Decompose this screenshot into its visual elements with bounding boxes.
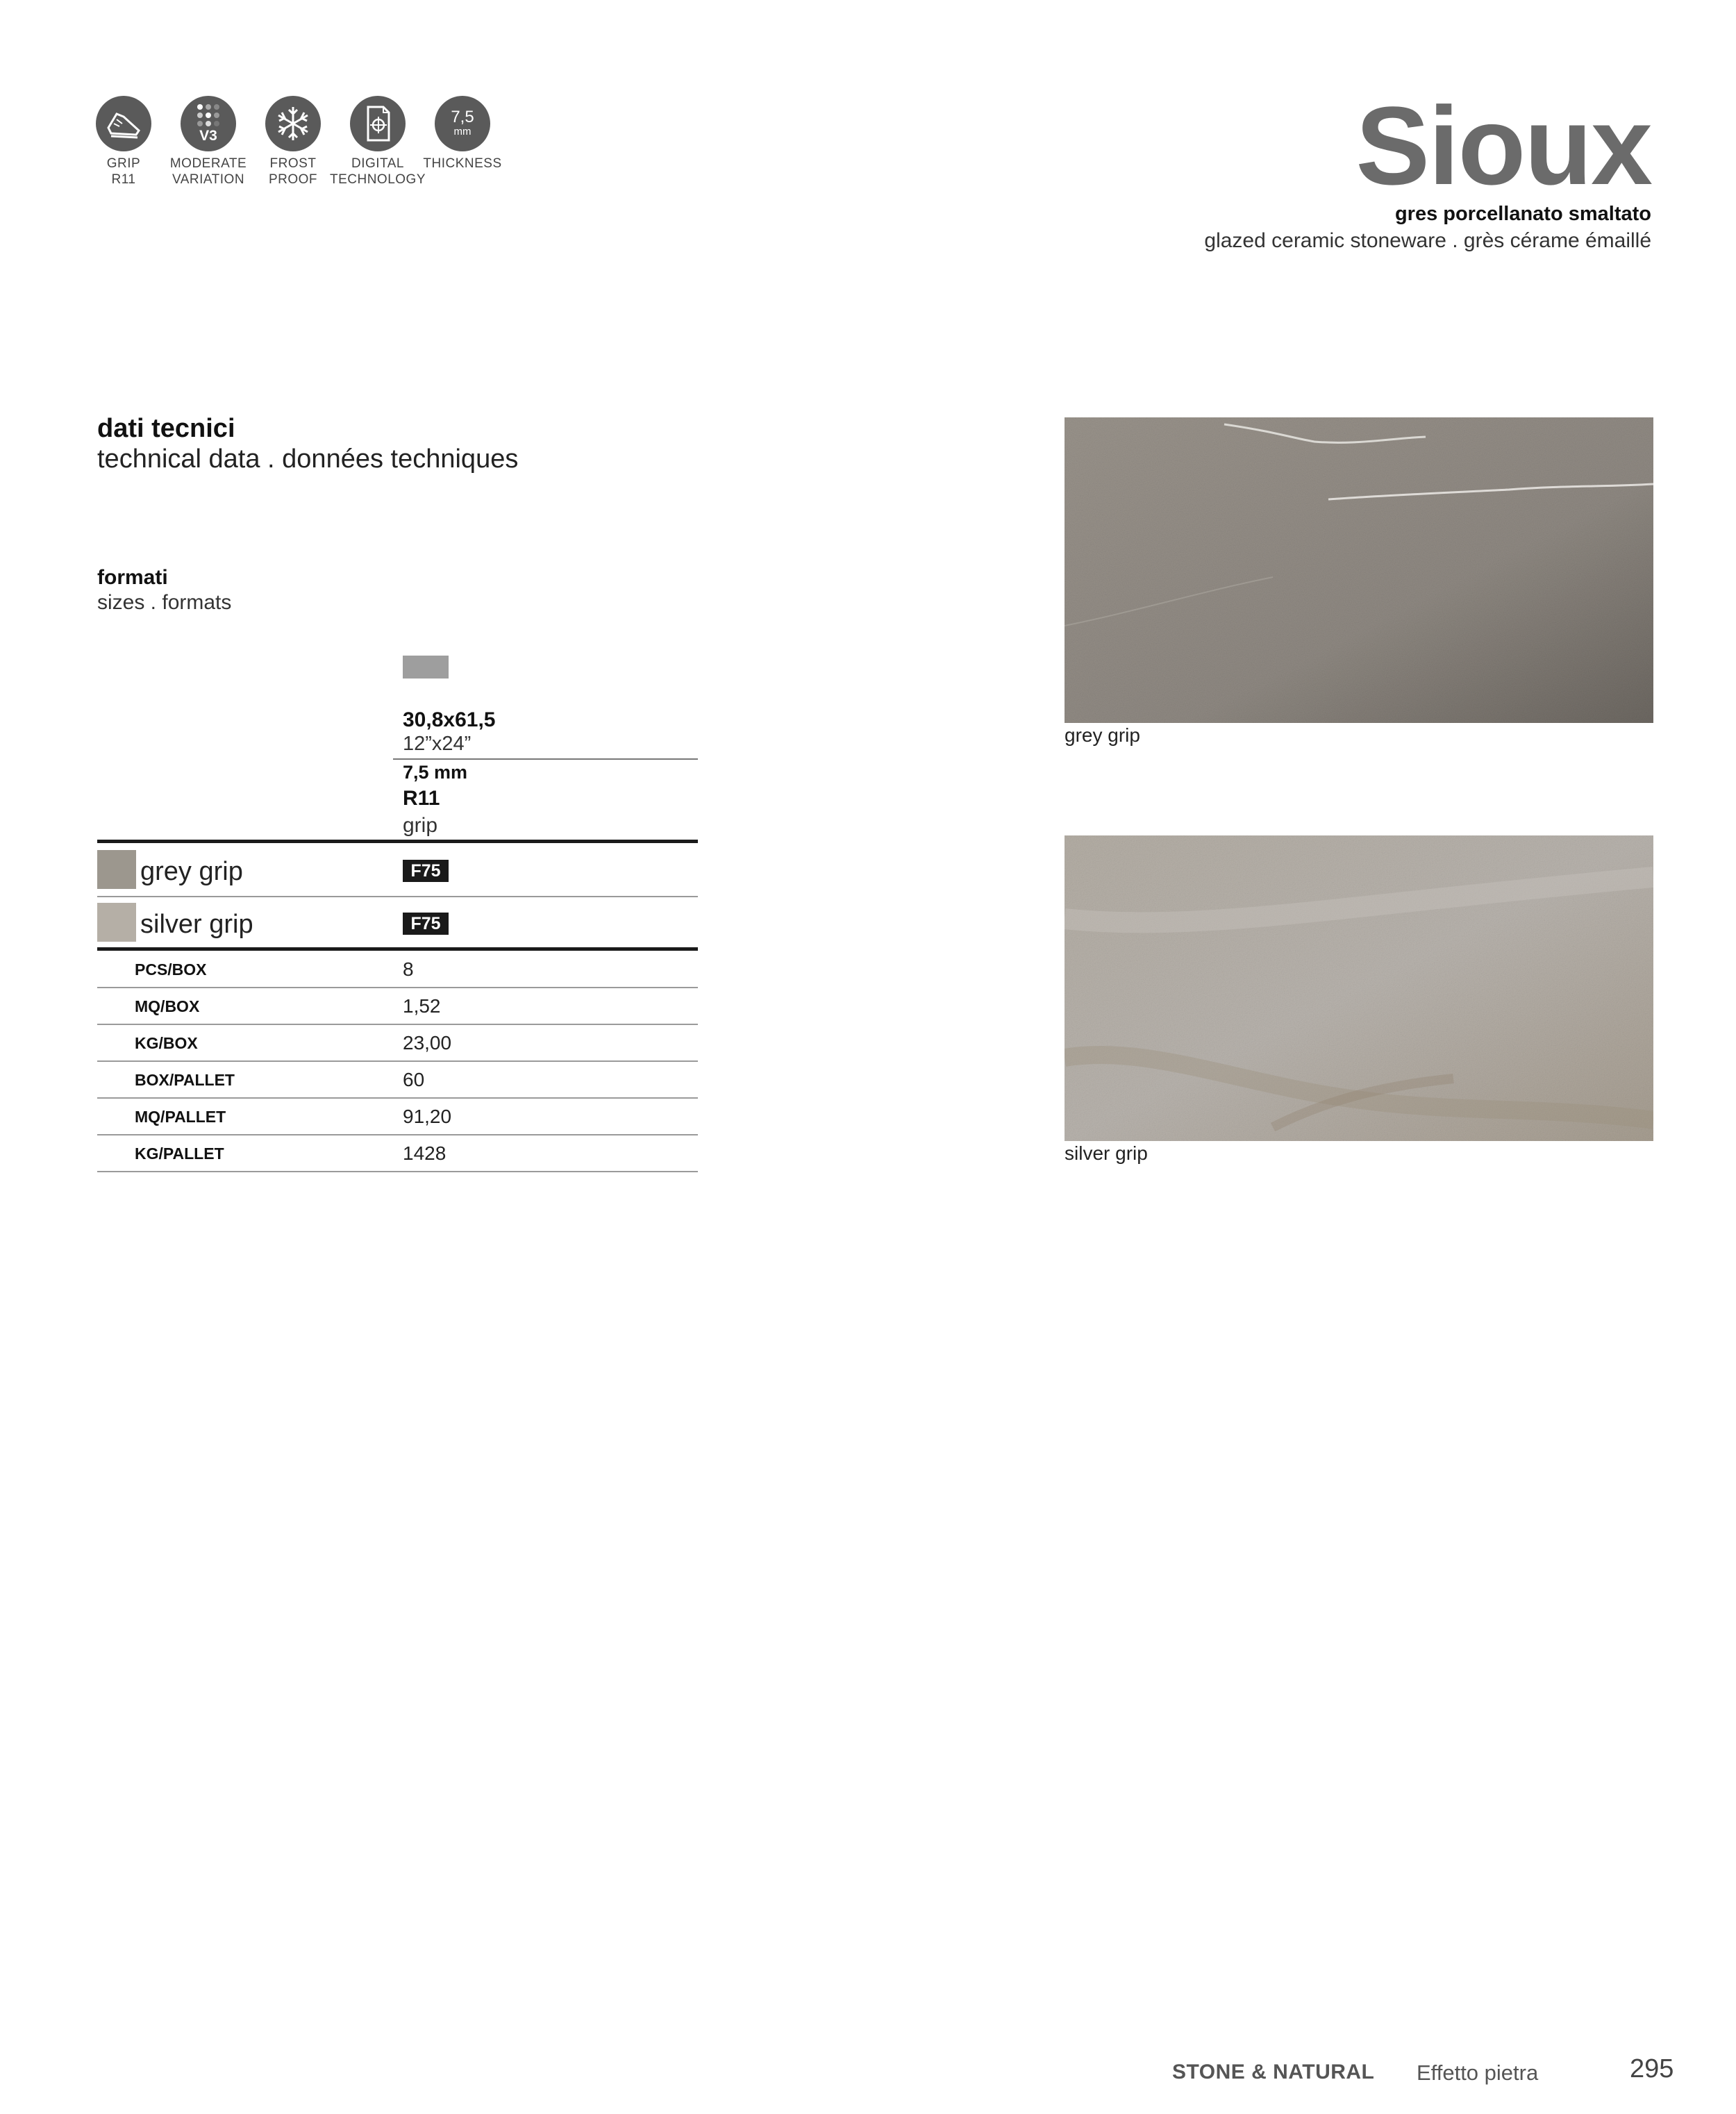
thickness-unit: mm (453, 126, 471, 138)
size-finish: grip (403, 814, 438, 837)
spec-row (97, 951, 698, 988)
page-number: 295 (1630, 2054, 1674, 2083)
tile-photo-grey (1065, 417, 1653, 723)
footer-category: STONE & NATURAL (1172, 2061, 1375, 2083)
material-title: gres porcellanato smaltato (1394, 203, 1651, 225)
spec-value: 1,52 (403, 995, 441, 1017)
icon-thickness (414, 96, 511, 172)
icon-label: THICKNESS (423, 156, 502, 171)
formats-subtitle: sizes . formats (97, 591, 232, 614)
color-swatch (97, 903, 136, 942)
divider (97, 947, 698, 951)
spec-value: 8 (403, 958, 414, 980)
tile-photo-silver (1065, 835, 1653, 1141)
formats-title: formati (97, 566, 168, 589)
footer-subcategory: Effetto pietra (1417, 2061, 1539, 2085)
spec-value: 23,00 (403, 1032, 452, 1054)
technical-data-title: dati tecnici (97, 414, 235, 443)
variation-icon (181, 96, 236, 151)
spec-row (97, 1025, 698, 1062)
size-imperial: 12”x24” (403, 733, 471, 755)
spec-label: BOX/PALLET (135, 1071, 235, 1089)
icon-label: MODERATE VARIATION (169, 156, 247, 187)
spec-row (97, 1135, 698, 1172)
spec-row (97, 1099, 698, 1135)
size-metric: 30,8x61,5 (403, 708, 496, 731)
color-row-grey (97, 844, 698, 897)
divider (393, 758, 698, 760)
thickness-icon (435, 96, 490, 151)
icon-label: DIGITAL TECHNOLOGY (329, 156, 426, 187)
digital-document-icon (350, 96, 406, 151)
color-row-silver (97, 897, 698, 950)
material-subtitle: glazed ceramic stoneware . grès cérame émaillé (1204, 229, 1651, 252)
size-swatch (403, 656, 449, 679)
thickness-value: 7,5 (451, 108, 474, 126)
spec-label: KG/BOX (135, 1034, 198, 1052)
divider (97, 1171, 698, 1172)
spec-value: 91,20 (403, 1106, 452, 1127)
spec-label: KG/PALLET (135, 1145, 224, 1163)
variation-code: V3 (199, 128, 217, 144)
color-code-badge: F75 (403, 913, 449, 935)
icon-frost (244, 96, 342, 188)
page-title: Sioux (1355, 83, 1651, 208)
color-name: silver grip (140, 910, 253, 939)
color-code-badge: F75 (403, 860, 449, 882)
color-swatch (97, 850, 136, 889)
icon-grip (75, 96, 172, 188)
snowflake-icon (265, 96, 321, 151)
spec-value: 1428 (403, 1142, 446, 1164)
icon-variation (160, 96, 257, 188)
technical-data-subtitle: technical data . données techniques (97, 444, 519, 474)
spec-label: PCS/BOX (135, 960, 207, 979)
tile-photo-caption: grey grip (1065, 724, 1140, 746)
shoe-grip-icon (96, 96, 151, 151)
divider (97, 840, 698, 843)
tile-photo-caption: silver grip (1065, 1142, 1148, 1164)
spec-row (97, 988, 698, 1025)
spec-label: MQ/PALLET (135, 1108, 226, 1126)
icon-label: GRIP R11 (106, 156, 141, 187)
size-thickness: 7,5 mm (403, 762, 468, 783)
spec-row (97, 1062, 698, 1099)
icon-digital (329, 96, 426, 188)
spec-value: 60 (403, 1069, 425, 1090)
color-name: grey grip (140, 857, 243, 886)
size-rating: R11 (403, 787, 440, 810)
spec-label: MQ/BOX (135, 997, 200, 1015)
icon-label: FROST PROOF (268, 156, 318, 187)
